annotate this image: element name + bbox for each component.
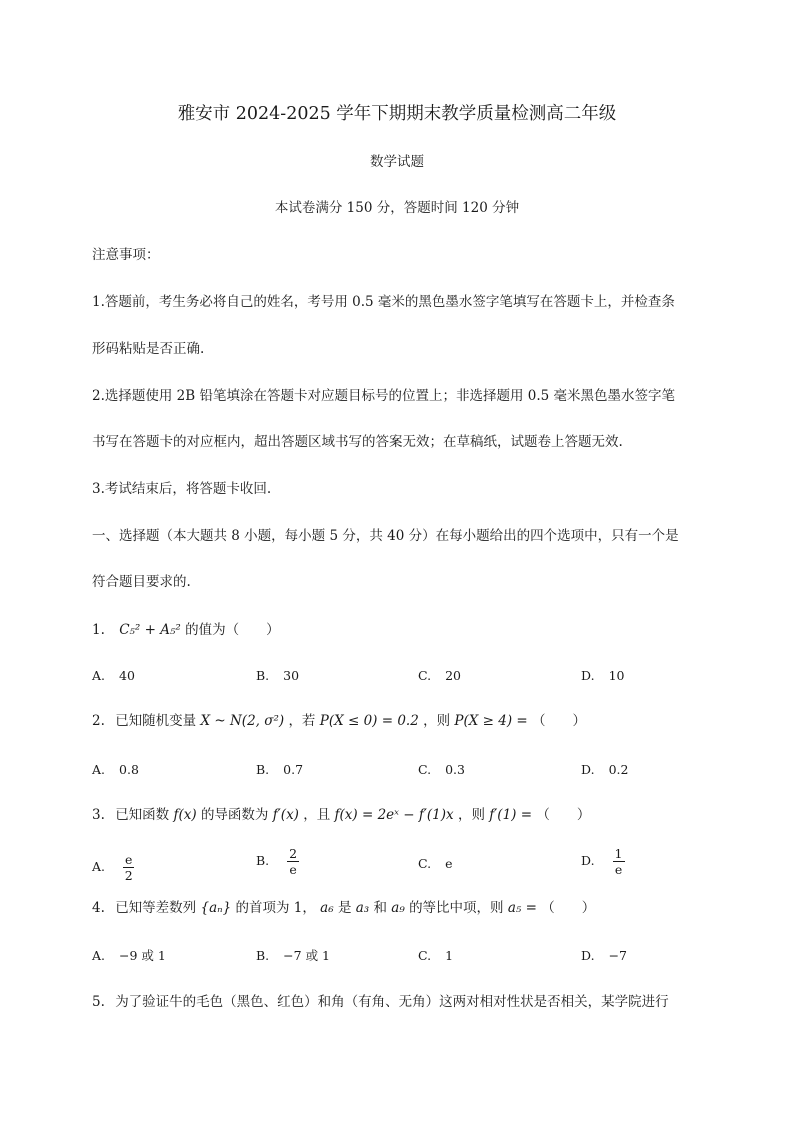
question-text: 的首项为 1， [235,900,316,916]
question-number: 5. [92,994,105,1010]
question-text: 和 [373,900,387,916]
option-c[interactable]: C. e [418,856,453,871]
question-5 [92,992,669,1012]
question-text: 已知随机变量 [115,713,197,729]
option-b[interactable]: B. 30 [256,668,300,683]
question-text: ，则 [423,713,451,729]
question-text: 的导函数为 [200,807,269,823]
option-a[interactable]: A. 0.8 [92,762,139,777]
question-text: （ ） [536,807,591,823]
question-4 [92,898,595,918]
question-number: 1. [92,622,105,638]
question-text: （ ） [541,900,596,916]
section-1-line-2: 符合题目要求的. [92,574,191,590]
question-text: ，则 [457,807,485,823]
question-text: 是 [337,900,352,916]
question-text: 的值为（ ） [185,622,280,638]
question-1-options [92,666,732,690]
option-d[interactable]: D. $\frac{1}{e}$ [581,846,623,877]
exam-info: 本试卷满分 150 分，答题时间 120 分钟 [274,200,520,216]
math-expression: a₆ [320,900,334,916]
option-a[interactable]: A. $\frac{e}{2}$ [92,852,133,883]
note-2-line-2: 书写在答题卡的对应框内，超出答题区域书写的答案无效；在草稿纸，试题卷上答题无效. [92,434,623,450]
math-expression: P(X ≤ 0) = 0.2 [319,713,419,729]
option-b[interactable]: B. $\frac{2}{e}$ [256,846,298,877]
math-expression: a₉ [391,900,405,916]
option-d[interactable]: D. 0.2 [581,762,629,777]
math-expression: f(x) = 2eˣ − f′(1)x [334,807,454,823]
math-expression: f′(1) = [489,807,533,823]
section-1-line-1: 一、选择题（本大题共 8 小题，每小题 5 分，共 40 分）在每小题给出的四个选项中，只有一个是 [92,528,679,544]
question-3-options [92,846,732,882]
math-expression: X ~ N(2, σ²) [200,713,285,729]
question-text: 为了验证牛的毛色（黑色、红色）和角（有角、无角）这两对相对性状是否相关，某学院进行 [115,994,669,1010]
question-text: 的等比中项，则 [409,900,504,916]
option-c[interactable]: C. 1 [418,948,454,963]
question-1 [92,620,280,640]
fraction: $\frac{2}{e}$ [289,846,298,877]
option-b[interactable]: B. 0.7 [256,762,304,777]
question-4-options [92,946,732,970]
note-2-line-1: 2.选择题使用 2B 铅笔填涂在答题卡对应题目标号的位置上；非选择题用 0.5 毫米黑色墨水签字笔 [92,388,676,404]
question-number: 4. [92,900,105,916]
question-3 [92,805,590,825]
question-text: （ ） [532,713,587,729]
question-number: 2. [92,713,105,729]
question-2 [92,711,586,731]
math-expression: {aₙ} [200,900,232,916]
fraction: $\frac{1}{e}$ [614,846,623,877]
question-text: 已知等差数列 [115,900,197,916]
question-number: 3. [92,807,105,823]
option-d[interactable]: D. −7 [581,948,627,963]
fraction: $\frac{e}{2}$ [124,852,133,883]
exam-subtitle: 数学试题 [370,154,424,170]
question-2-options [92,760,732,784]
question-text: 已知函数 [115,807,170,823]
option-a[interactable]: A. −9 或 1 [92,948,166,963]
option-c[interactable]: C. 20 [418,668,461,683]
math-expression: P(X ≥ 4) = [454,713,528,729]
note-1-line-2: 形码粘贴是否正确. [92,341,205,357]
question-text: ，且 [303,807,331,823]
option-c[interactable]: C. 0.3 [418,762,465,777]
math-expression: a₃ [355,900,370,916]
math-expression: C₅² + A₅² [119,622,181,638]
math-expression: a₅ = [507,900,537,916]
option-d[interactable]: D. 10 [581,668,625,683]
notes-heading: 注意事项： [92,247,160,263]
option-b[interactable]: B. −7 或 1 [256,948,330,963]
question-text: ，若 [288,713,316,729]
note-3: 3.考试结束后，将答题卡收回. [92,481,272,497]
math-expression: f(x) [173,807,197,823]
math-expression: f′(x) [272,807,299,823]
option-a[interactable]: A. 40 [92,668,135,683]
exam-title: 雅安市 2024-2025 学年下期期末教学质量检测高二年级 [177,104,617,124]
note-1-line-1: 1.答题前，考生务必将自己的姓名，考号用 0.5 毫米的黑色墨水签字笔填写在答题卡上，并检查条 [92,294,675,310]
